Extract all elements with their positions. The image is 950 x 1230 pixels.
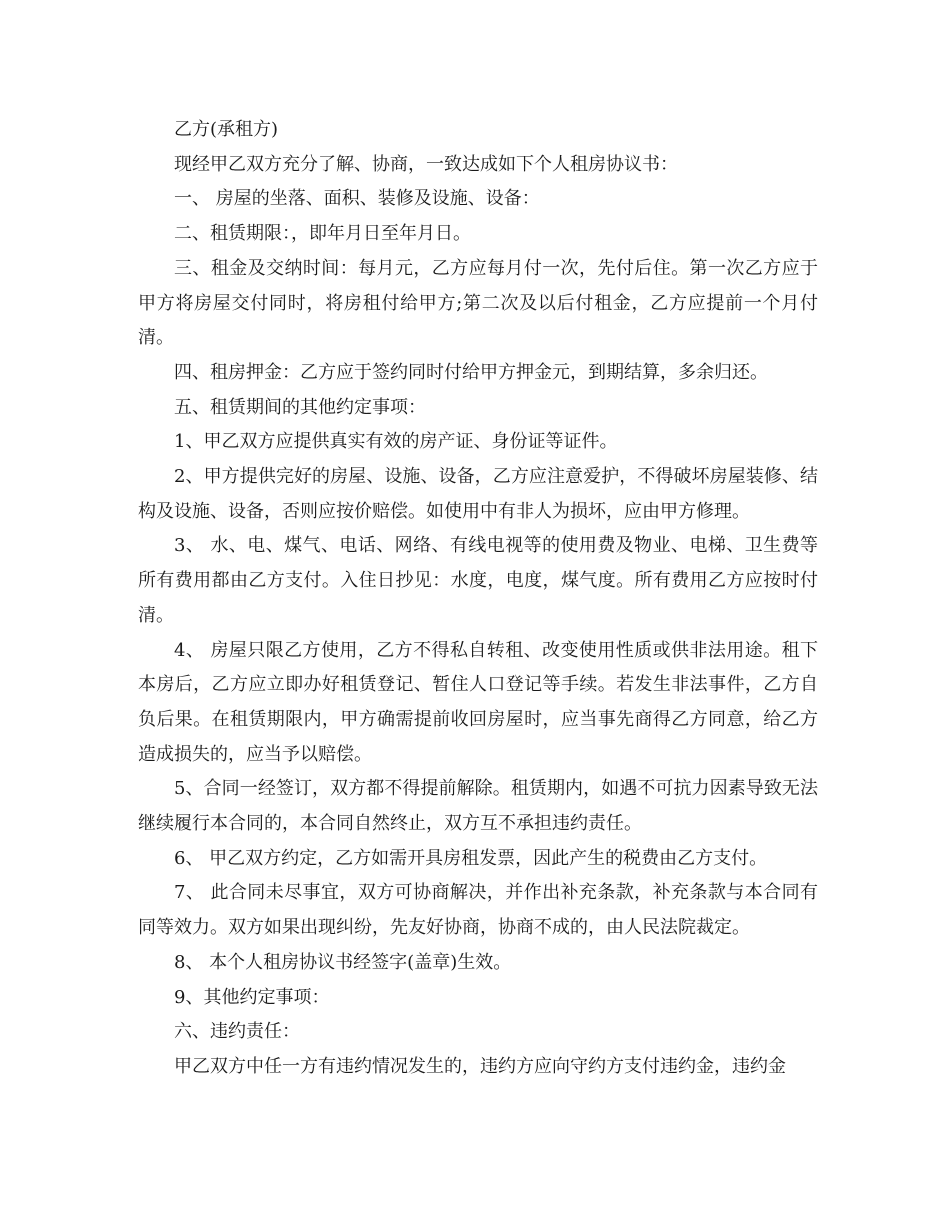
paragraph-item-5: 5、合同一经签订，双方都不得提前解除。租赁期内，如遇不可抗力因素导致无法继续履行本合同的，本合同自然终止，双方互不承担违约责任。 (138, 778, 818, 835)
paragraph-item-9: 9、其他约定事项： (174, 986, 330, 1008)
paragraph-clause-2: 二、租赁期限：，即年月日至年月日。 (174, 223, 471, 245)
paragraph-clause-5: 五、租赁期间的其他约定事项： (174, 396, 426, 418)
paragraph-preamble: 现经甲乙双方充分了解、协商，一致达成如下个人租房协议书： (174, 153, 678, 175)
paragraph-party-b: 乙方(承租方) (174, 119, 279, 140)
paragraph-item-2: 2、甲方提供完好的房屋、设施、设备，乙方应注意爱护，不得破坏房屋装修、结构及设施、设备，否则应按价赔偿。如使用中有非人为损坏，应由甲方修理。 (138, 466, 818, 522)
paragraph-clause-1: 一、 房屋的坐落、面积、装修及设施、设备： (174, 188, 540, 210)
paragraph-item-6: 6、 甲乙双方约定，乙方如需开具房租发票，因此产生的税费由乙方支付。 (174, 847, 768, 869)
paragraph-item-8: 8、 本个人租房协议书经签字(盖章)生效。 (174, 951, 512, 973)
paragraph-clause-6: 六、违约责任： (174, 1021, 300, 1043)
paragraph-item-7: 7、 此合同未尽事宜，双方可协商解决，并作出补充条款，补充条款与本合同有同等效力。双方如果出现纠纷，先友好协商，协商不成的，由人民法院裁定。 (138, 882, 818, 939)
paragraph-breach: 甲乙双方中任一方有违约情况发生的，违约方应向守约方支付违约金，违约金 (174, 1055, 786, 1077)
document-body (138, 113, 818, 1085)
paragraph-item-4: 4、 房屋只限乙方使用，乙方不得私自转租、改变使用性质或供非法用途。租下本房后，乙方应立即办好租赁登记、暂住人口登记等手续。若发生非法事件，乙方自负后果。在租赁期限内，甲方确需提前收回房屋时，应当事先商得乙方同意，给乙方造成损失的，应当予以赔偿。 (138, 639, 818, 765)
paragraph-clause-3: 三、租金及交纳时间：每月元，乙方应每月付一次，先付后住。第一次乙方应于甲方将房屋交付同时，将房租付给甲方;第二次及以后付租金，乙方应提前一个月付清。 (138, 257, 818, 349)
paragraph-item-3: 3、 水、电、煤气、电话、网络、有线电视等的使用费及物业、电梯、卫生费等所有费用都由乙方支付。入住日抄见：水度，电度，煤气度。所有费用乙方应按时付清。 (138, 535, 818, 626)
paragraph-item-1: 1、甲乙双方应提供真实有效的房产证、身份证等证件。 (174, 431, 618, 453)
paragraph-clause-4: 四、租房押金：乙方应于签约同时付给甲方押金元，到期结算，多余归还。 (174, 361, 768, 383)
